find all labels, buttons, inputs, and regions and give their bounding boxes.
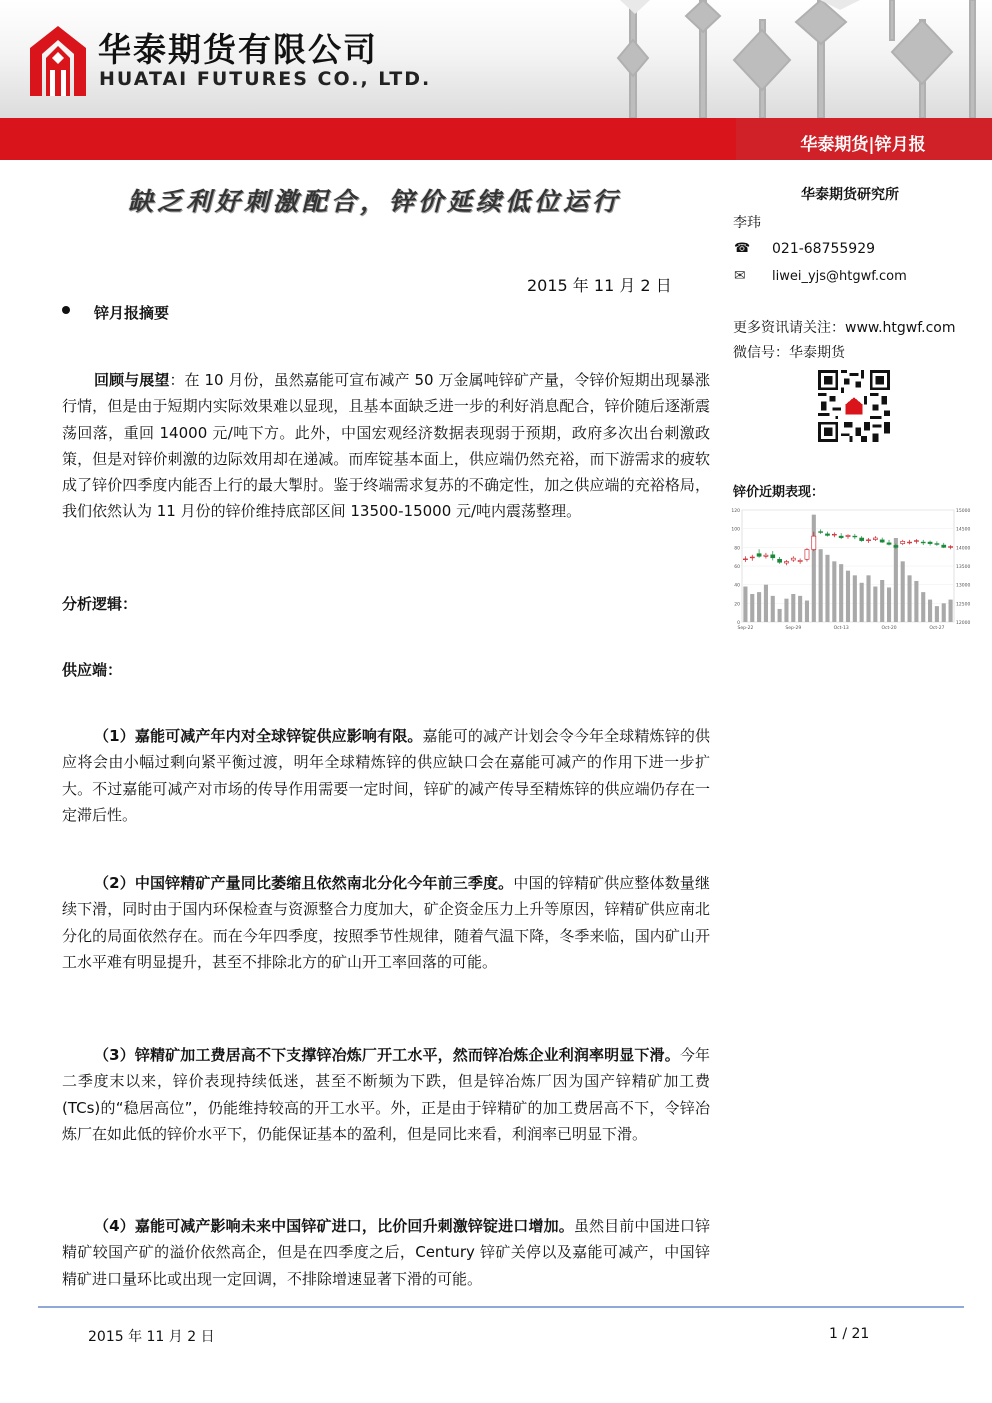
volume-bar — [819, 549, 823, 622]
volume-bar — [949, 600, 953, 622]
point-4-text: 虽然目前中国进口锌精矿较国产矿的溢价依然高企，但是在四季度之后，Century 锌矿关停以及嘉能可减产，中国锌精矿进口量环比或出现一定回调，不排除增速显著下滑的可能。 — [62, 1217, 710, 1288]
candle-body — [791, 558, 795, 560]
candle-body — [935, 544, 939, 545]
volume-bar — [921, 592, 925, 622]
candle-body — [921, 542, 925, 543]
candle-body — [873, 538, 877, 539]
candle-body — [778, 559, 782, 562]
volume-bar — [866, 575, 870, 622]
zinc-price-chart — [728, 502, 980, 634]
right-tick-label: 12000 — [956, 621, 971, 626]
x-tick-label: Sep-29 — [785, 626, 802, 631]
page-number: 1 / 21 — [829, 1326, 870, 1342]
volume-bar — [894, 538, 898, 622]
phone-icon: ☎ — [734, 241, 751, 256]
volume-bar — [887, 587, 891, 622]
point-1-text: 嘉能可的减产计划会令今年全球精炼锌的供应将会由小幅过剩向紧平衡过渡，明年全球精炼锌的供应缺口会在嘉能可减产的作用下进一步扩大。不过嘉能可减产对市场的传导作用需要一定时间，锌矿的减产传导至精炼锌的供应端仍存在一定滞后性。 — [62, 727, 710, 824]
summary-heading: 锌月报摘要 — [94, 304, 170, 322]
bullet-icon — [62, 306, 70, 314]
candle-body — [894, 545, 898, 547]
point-4 — [62, 1213, 710, 1292]
candle-body — [743, 559, 747, 560]
candle-body — [887, 543, 891, 544]
volume-bar — [750, 594, 754, 622]
candle-body — [846, 535, 850, 536]
candle-body — [771, 555, 775, 558]
candle-body — [907, 542, 911, 543]
volume-bar — [784, 599, 788, 622]
report-tag: 华泰期货|锌月报 — [800, 135, 926, 155]
point-1-lead: （1）嘉能可减产年内对全球锌锭供应影响有限。 — [94, 727, 423, 745]
volume-bar — [914, 581, 918, 622]
wechat-id: 微信号：华泰期货 — [733, 345, 845, 361]
supply-heading: 供应端： — [62, 661, 123, 679]
point-1 — [62, 723, 710, 828]
header-decoration — [560, 0, 992, 118]
volume-bar — [832, 561, 836, 622]
volume-bar — [812, 515, 816, 622]
report-date: 2015 年 11 月 2 日 — [527, 276, 672, 295]
volume-bar — [846, 571, 850, 622]
left-tick-label: 20 — [734, 602, 740, 608]
volume-bar — [942, 603, 946, 622]
left-tick-label: 0 — [737, 621, 740, 626]
volume-bar — [853, 575, 857, 622]
candle-body — [942, 545, 946, 547]
right-tick-label: 12500 — [956, 602, 971, 608]
candle-body — [819, 532, 823, 533]
point-2-text: 中国的锌精矿供应整体数量继续下滑，同时由于国内环保检查与资源整合力度加大，矿企资金压力上升等原因，锌精矿供应南北分化的局面依然存在。而在今年四季度，按照季节性规律，随着气温下降，冬季来临，国内矿山开工水平难有明显提升，甚至不排除北方的矿山开工率回落的可能。 — [62, 874, 710, 971]
point-4-lead: （4）嘉能可减产影响未来中国锌矿进口，比价回升刺激锌锭进口增加。 — [94, 1217, 574, 1235]
left-tick-label: 60 — [734, 565, 740, 570]
company-name-en: HUATAI FUTURES CO., LTD. — [99, 68, 432, 90]
point-2-lead: （2）中国锌精矿产量同比萎缩且依然南北分化今年前三季度。 — [94, 874, 514, 892]
left-tick-label: 120 — [731, 509, 740, 514]
volume-bar — [825, 555, 829, 622]
candle-body — [839, 536, 843, 537]
volume-bar — [901, 561, 905, 622]
point-2 — [62, 870, 710, 975]
review-label: 回顾与展望 — [94, 371, 170, 389]
company-name-cn: 华泰期货有限公司 — [98, 30, 378, 69]
right-tick-label: 15000 — [956, 509, 971, 514]
candle-body — [805, 550, 809, 560]
x-tick-label: Oct-13 — [833, 626, 849, 631]
candle-body — [866, 540, 870, 541]
right-tick-label: 14000 — [956, 546, 971, 552]
point-3-text: 今年二季度末以来，锌价表现持续低迷，甚至不断频为下跌，但是锌冶炼厂因为国产锌精矿加工费(TCs)的“稳居高位”，仍能维持较高的开工水平。外，正是由于锌精矿的加工费居高不下，令锌冶炼厂在如此低的锌价水平下，仍能保证基本的盈利，但是同比来看，利润率已明显下滑。 — [62, 1046, 710, 1143]
right-tick-label: 14500 — [956, 527, 971, 533]
phone-number: 021-68755929 — [772, 241, 876, 257]
research-institute: 华泰期货研究所 — [801, 187, 899, 203]
point-3-lead: （3）锌精矿加工费居高不下支撑锌冶炼厂开工水平，然而锌冶炼企业利润率明显下滑。 — [94, 1046, 680, 1064]
volume-bar — [791, 594, 795, 622]
review-text: ：在 10 月份，虽然嘉能可宣布减产 50 万金属吨锌矿产量，令锌价短期出现暴涨行情，但是由于短期内实际效果难以显现，且基本面缺乏进一步的利好消息配合，锌价随后逐渐震荡回落，重回 14000 元/吨下方。此外，中国宏观经济数据表现弱于预期，政府多次出台刺激政策，但是对锌价刺激的边际效用却在递减。而库锭基本面上，供应端仍然充裕，而下游需求的疲软成了锌价四季度内能否上行的最大掣肘。鉴于终端需求复苏的不确定性，加之供应端的充裕格局，我们依然认为 11 月份的锌价维持底部区间 13500-15000 元/吨内震荡整理。 — [62, 371, 710, 521]
volume-bar — [805, 601, 809, 622]
qr-code — [818, 370, 890, 442]
volume-bar — [839, 564, 843, 622]
volume-bar — [798, 596, 802, 622]
volume-bar — [907, 575, 911, 622]
volume-bar — [935, 606, 939, 622]
review-paragraph — [62, 367, 710, 525]
candle-body — [949, 547, 953, 548]
x-tick-label: Sep-22 — [737, 626, 754, 631]
left-tick-label: 40 — [734, 583, 740, 589]
volume-bar — [771, 596, 775, 622]
candle-body — [784, 562, 788, 563]
candle-body — [914, 541, 918, 542]
right-tick-label: 13000 — [956, 583, 971, 589]
volume-bar — [743, 587, 747, 622]
volume-bar — [928, 600, 932, 622]
volume-bar — [873, 587, 877, 622]
x-tick-label: Oct-20 — [881, 626, 897, 631]
right-tick-label: 13500 — [956, 565, 971, 570]
author-name: 李玮 — [733, 215, 761, 231]
candle-body — [853, 536, 857, 537]
footer-date: 2015 年 11 月 2 日 — [88, 1329, 215, 1345]
candle-body — [798, 560, 802, 561]
chart-title: 锌价近期表现： — [733, 485, 825, 500]
candle-body — [860, 538, 864, 541]
volume-bar — [757, 592, 761, 622]
email-address[interactable]: liwei_yjs@htgwf.com — [772, 269, 907, 284]
volume-bar — [778, 609, 782, 622]
candle-body — [832, 534, 836, 535]
analysis-heading: 分析逻辑： — [62, 595, 138, 613]
candle-body — [928, 542, 932, 543]
left-tick-label: 80 — [734, 546, 740, 552]
volume-bar — [880, 580, 884, 622]
volume-bar — [764, 585, 768, 622]
volume-bar — [860, 583, 864, 622]
point-3 — [62, 1042, 710, 1147]
footer-divider — [38, 1306, 964, 1308]
candle-body — [750, 557, 754, 558]
mail-icon: ✉ — [734, 268, 746, 284]
more-info-link[interactable]: 更多资讯请关注：www.htgwf.com — [733, 320, 956, 336]
candle-body — [901, 541, 905, 543]
left-tick-label: 100 — [731, 527, 740, 533]
candle-body — [757, 554, 761, 557]
candle-body — [880, 540, 884, 542]
x-tick-label: Oct-27 — [929, 626, 945, 631]
company-logo — [30, 26, 86, 96]
candle-body — [812, 536, 816, 549]
candle-body — [825, 534, 829, 535]
report-title: 缺乏利好刺激配合，锌价延续低位运行 — [128, 187, 622, 216]
candle-body — [764, 555, 768, 556]
